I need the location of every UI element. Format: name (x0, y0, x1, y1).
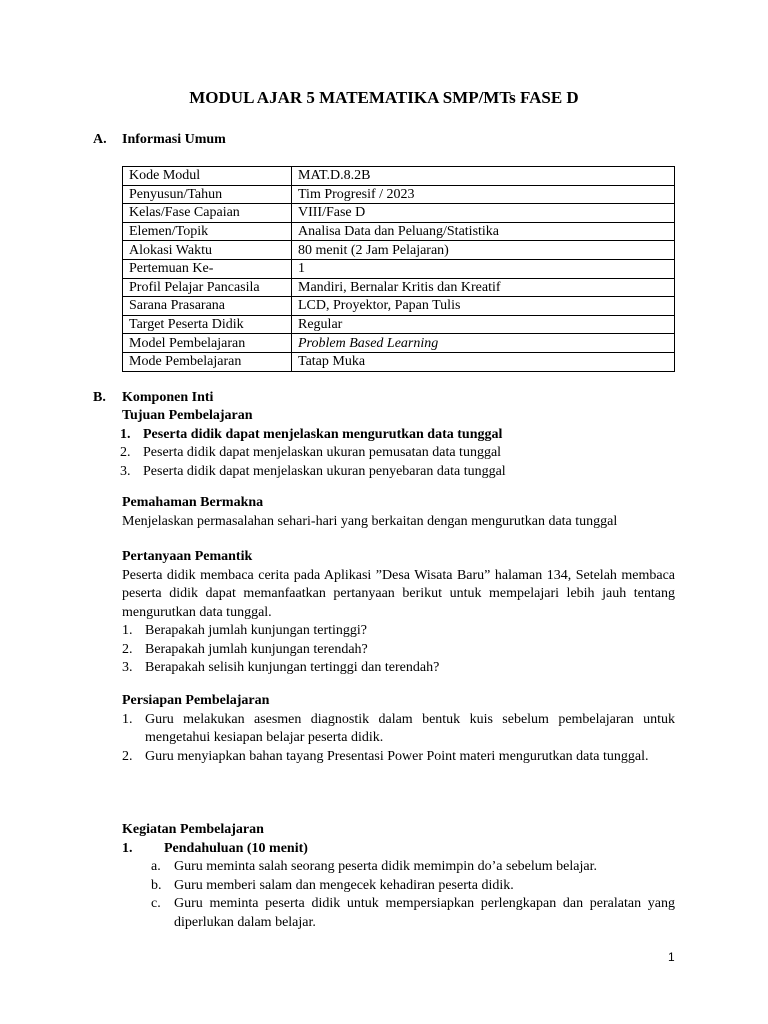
step-number: 1. (122, 840, 133, 856)
list-item: a. Guru meminta salah seorang peserta didik memimpin do’a sebelum belajar. (151, 859, 597, 874)
pertanyaan-list (122, 622, 675, 678)
list-item: 3. Berapakah selisih kunjungan tertinggi dan terendah? (122, 660, 440, 675)
persiapan-list (122, 711, 675, 767)
table-cell-label: Alokasi Waktu (123, 241, 292, 260)
list-item: 3. Peserta didik dapat menjelaskan ukuran penyebaran data tunggal (120, 463, 506, 479)
list-item: b. Guru memberi salam dan mengecek kehadiran peserta didik. (151, 877, 514, 893)
list-item: 2. Berapakah jumlah kunjungan terendah? (122, 641, 368, 657)
info-table (122, 166, 675, 372)
section-b-heading: Komponen Inti (122, 390, 214, 405)
tujuan-list (120, 426, 675, 482)
pertanyaan-section (122, 548, 675, 678)
table-cell-label: Kelas/Fase Capaian (123, 204, 292, 223)
page-number: 1 (668, 950, 675, 964)
table-cell-label: Target Peserta Didik (123, 315, 292, 334)
table-row (123, 278, 675, 297)
table-cell-value: Tim Progresif / 2023 (292, 185, 675, 204)
section-a-heading: Informasi Umum (122, 132, 226, 147)
list-item: 1. Peserta didik dapat menjelaskan mengurutkan data tunggal (120, 426, 503, 442)
kegiatan-heading: Kegiatan Pembelajaran (122, 822, 264, 837)
table-cell-value: VIII/Fase D (292, 204, 675, 223)
step-title: Pendahuluan (10 menit) (164, 840, 308, 856)
table-cell-value: MAT.D.8.2B (292, 167, 675, 186)
list-item: 2. Peserta didik dapat menjelaskan ukuran pemusatan data tunggal (120, 445, 502, 460)
table-cell-value: 1 (292, 259, 675, 278)
table-row (123, 204, 675, 223)
table-cell-value: 80 menit (2 Jam Pelajaran) (292, 241, 675, 260)
persiapan-heading: Persiapan Pembelajaran (122, 693, 270, 708)
table-row (123, 222, 675, 241)
table-row (123, 167, 675, 186)
list-item: 1. Guru melakukan asesmen diagnostik dalam bentuk kuis sebelum pembelajaran untuk mengetahui kesiapan belajar peserta didik. (122, 711, 675, 745)
table-cell-value: Regular (292, 315, 675, 334)
kegiatan-section (122, 821, 675, 932)
section-a-letter: A. (93, 132, 107, 147)
table-cell-value: Problem Based Learning (292, 334, 675, 353)
page-title: MODUL AJAR 5 MATEMATIKA SMP/MTs FASE D (189, 88, 579, 107)
table-row (123, 241, 675, 260)
table-cell-value: LCD, Proyektor, Papan Tulis (292, 297, 675, 316)
table-row (123, 315, 675, 334)
persiapan-section (122, 692, 675, 766)
pemahaman-heading: Pemahaman Bermakna (122, 495, 264, 510)
kegiatan-step (122, 840, 675, 859)
list-item: c. Guru meminta peserta didik untuk mempersiapkan perlengkapan dan peralatan yang diperlukan dalam belajar. (151, 896, 675, 930)
table-row (123, 352, 675, 371)
table-cell-label: Pertemuan Ke- (123, 259, 292, 278)
table-cell-label: Mode Pembelajaran (123, 352, 292, 371)
table-cell-label: Model Pembelajaran (123, 334, 292, 353)
kegiatan-sub-list (122, 858, 675, 932)
table-cell-label: Penyusun/Tahun (123, 185, 292, 204)
table-row (123, 259, 675, 278)
pemahaman-text: Menjelaskan permasalahan sehari-hari yang berkaitan dengan mengurutkan data tunggal (122, 513, 618, 529)
table-row (123, 185, 675, 204)
table-cell-label: Sarana Prasarana (123, 297, 292, 316)
table-row (123, 334, 675, 353)
table-cell-label: Profil Pelajar Pancasila (123, 278, 292, 297)
table-cell-value: Tatap Muka (292, 352, 675, 371)
table-row (123, 297, 675, 316)
tujuan-heading: Tujuan Pembelajaran (122, 408, 253, 423)
list-item: 2. Guru menyiapkan bahan tayang Presentasi Power Point materi mengurutkan data tunggal. (122, 748, 649, 764)
table-cell-value: Mandiri, Bernalar Kritis dan Kreatif (292, 278, 675, 297)
table-cell-value: Analisa Data dan Peluang/Statistika (292, 222, 675, 241)
pertanyaan-text: Peserta didik membaca cerita pada Aplikasi ”Desa Wisata Baru” halaman 134, Setelah membaca peserta didik dapat memanfaatkan pertanyaan berikut untuk mempelajari lebih jauh tentang mengurutkan data tunggal. (122, 567, 675, 620)
table-cell-label: Kode Modul (123, 167, 292, 186)
tujuan-section (122, 407, 675, 481)
table-cell-label: Elemen/Topik (123, 222, 292, 241)
pertanyaan-heading: Pertanyaan Pemantik (122, 549, 253, 564)
pemahaman-section (122, 494, 675, 531)
list-item: 1. Berapakah jumlah kunjungan tertinggi? (122, 623, 367, 638)
section-b-letter: B. (93, 390, 106, 405)
